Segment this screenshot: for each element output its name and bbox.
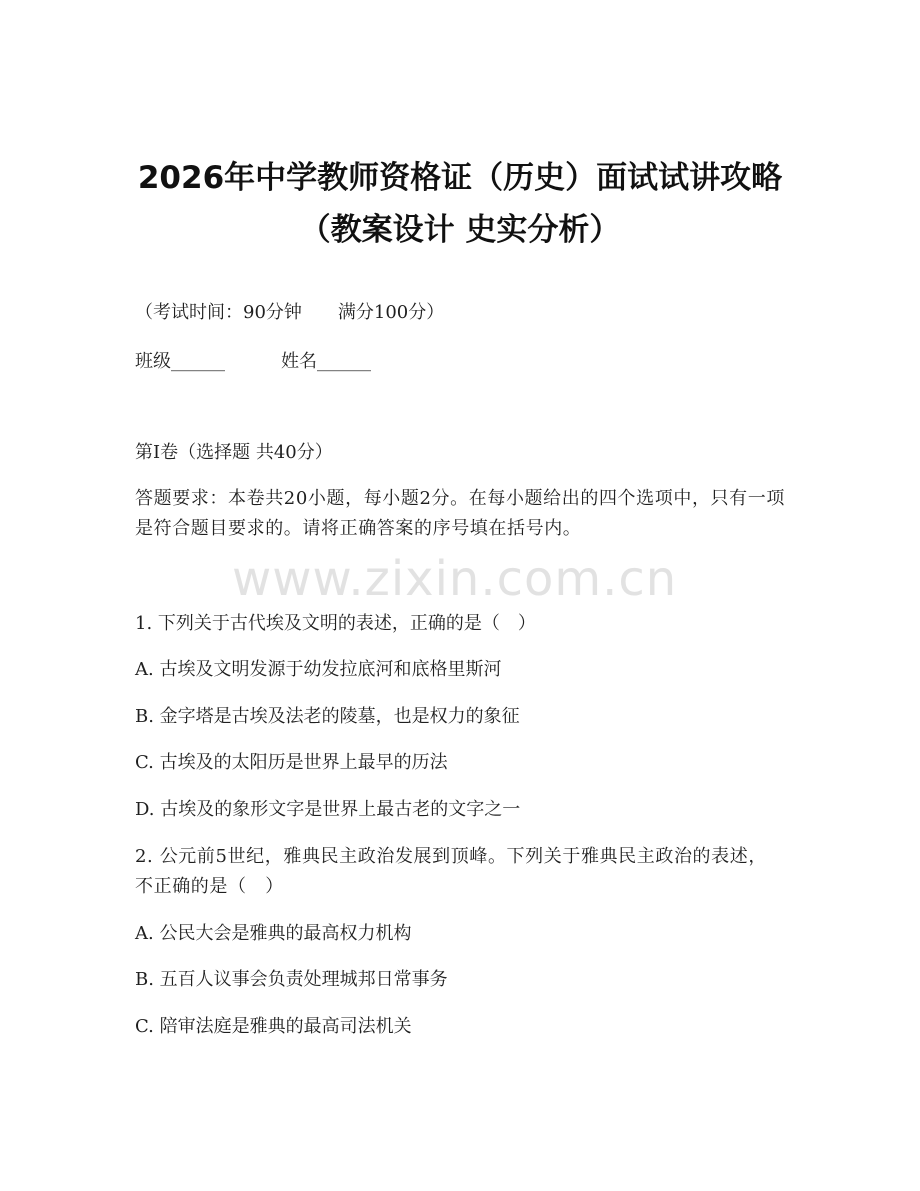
question-1-stem: 1. 下列关于古代埃及文明的表述，正确的是（ ） (135, 613, 536, 634)
class-field-label: 班级______ (135, 351, 225, 372)
question-2-stem: 2. 公元前5世纪，雅典民主政治发展到顶峰。下列关于雅典民主政治的表述，不正确的是（ ） (135, 846, 767, 897)
question-2-option-a: A. 公民大会是雅典的最高权力机构 (135, 923, 412, 944)
instructions: 答题要求：本卷共20小题，每小题2分。在每小题给出的四个选项中，只有一项是符合题目要求的。请将正确答案的序号填在括号内。 (135, 488, 785, 539)
question-2-option-c: C. 陪审法庭是雅典的最高司法机关 (135, 1016, 412, 1037)
section-heading: 第I卷（选择题 共40分） (135, 442, 333, 463)
question-1-option-c: C. 古埃及的太阳历是世界上最早的历法 (135, 752, 448, 773)
student-info-row (135, 347, 371, 377)
exam-info: （考试时间：90分钟 满分100分） (135, 302, 445, 323)
question-1-option-a: A. 古埃及文明发源于幼发拉底河和底格里斯河 (135, 659, 502, 680)
name-field-label: 姓名______ (281, 351, 371, 372)
document-title: 2026年中学教师资格证（历史）面试试讲攻略（教案设计 史实分析） (137, 160, 783, 248)
question-1-option-b: B. 金字塔是古埃及法老的陵墓，也是权力的象征 (135, 706, 520, 727)
question-1-option-d: D. 古埃及的象形文字是世界上最古老的文字之一 (135, 799, 521, 820)
watermark: www.zixin.com.cn (232, 551, 678, 607)
question-2-option-b: B. 五百人议事会负责处理城邦日常事务 (135, 969, 448, 990)
